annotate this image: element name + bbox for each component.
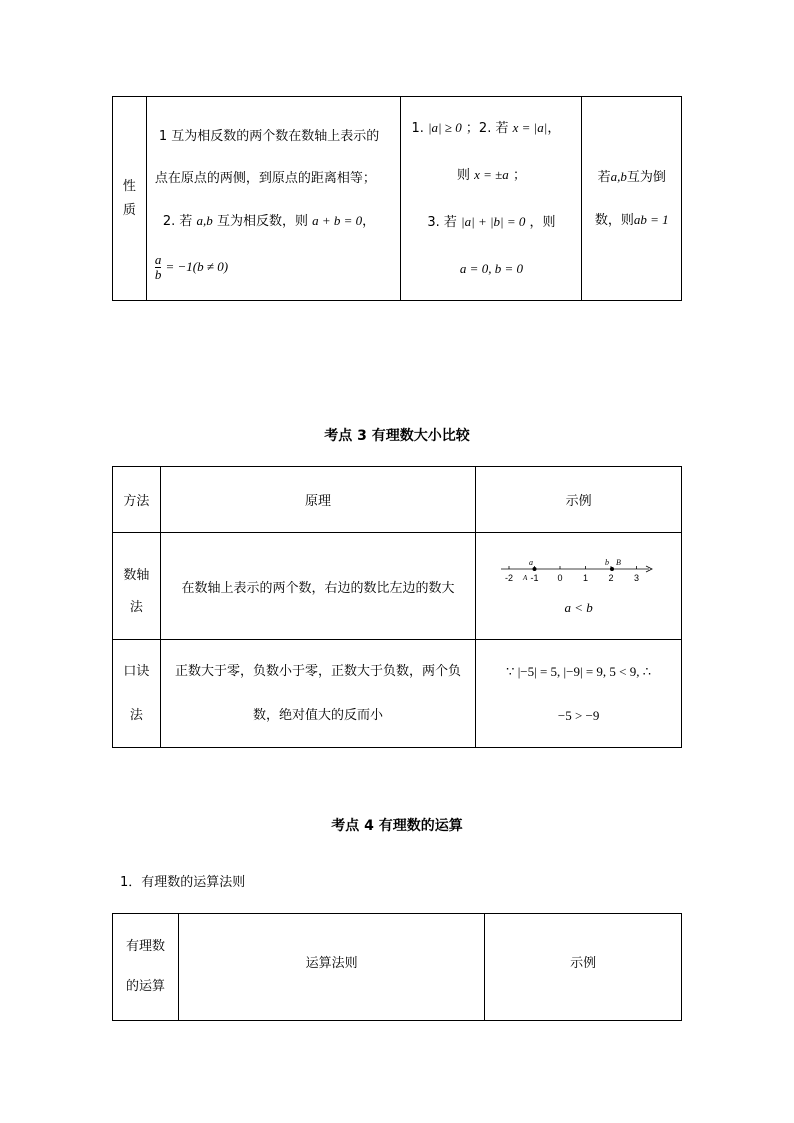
example-number-line [476,533,682,640]
operations-table [112,913,682,1021]
abs-line-1: 1. |a| ≥ 0 ；2. 若 x = |a|， [411,120,561,136]
header-examples: 示例 [485,914,682,1021]
label-a: a [528,558,533,567]
axis-tick-label: 1 [582,573,588,583]
example-rhyme: ∵ |−5| = 5, |−9| = 9, 5 < 9, ∴ −5 > −9 [476,640,682,748]
header-principle: 原理 [160,467,475,533]
reciprocal-line-1: 若a,b互为倒 [597,168,666,185]
reciprocal-cell [582,97,682,301]
label-b: b [604,558,609,567]
axis-tick-label: -1 [530,573,539,583]
abs-line-4: a = 0, b = 0 [459,261,523,276]
header-example: 示例 [476,467,682,533]
row-label-1: 性 [122,178,136,194]
header-method: 方法 [113,467,161,533]
axis-tick-label: -2 [504,573,513,583]
opposite-line-3: 2. 若 a,b 互为相反数，则 a + b = 0， [162,212,376,229]
comparison-table [112,466,682,748]
opposite-fraction-line: $\frac{a}{b}$ = −1(b ≠ 0) [154,251,229,282]
point-a [532,567,536,571]
opposite-line-1: 1 互为相反数的两个数在数轴上表示的 [158,128,380,144]
abs-line-3: 3. 若 |a| + |b| = 0 ，则 [427,214,556,230]
section3-title: 考点 3 有理数大小比较 [324,428,470,444]
row-label-cell [113,97,147,301]
principle-number-line: 在数轴上表示的两个数，右边的数比左边的数大 [160,533,475,640]
axis-tick-label: 0 [557,573,563,583]
reciprocal-line-2: 数，则ab = 1 [594,211,669,228]
section4-title: 考点 4 有理数的运算 [331,818,463,834]
header-operations: 有理数 的运算 [113,914,179,1021]
principle-rhyme: 正数大于零，负数小于零，正数大于负数，两个负 数，绝对值大的反而小 [160,640,475,748]
abs-line-2: 则 x = ±a ； [456,167,526,183]
axis-tick-label: 2 [608,573,614,583]
section4-subtitle: 1．有理数的运算法则 [120,875,246,890]
absolute-value-cell [401,97,582,301]
opposite-line-2: 点在原点的两侧，到原点的距离相等； [154,170,376,186]
method-number-line: 数轴 法 [113,533,161,640]
label-B: B [615,558,621,567]
opposite-number-cell [146,97,401,301]
example-inequality: a < b [564,600,593,615]
label-A: A [522,574,527,582]
properties-table [112,96,682,301]
header-rules: 运算法则 [178,914,484,1021]
fraction: $\frac{a}{b}$ [154,251,162,282]
row-label-2: 质 [122,202,136,218]
point-b [610,567,614,571]
number-line-diagram [499,556,659,586]
method-rhyme: 口诀 法 [113,640,161,748]
axis-tick-label: 3 [633,573,639,583]
